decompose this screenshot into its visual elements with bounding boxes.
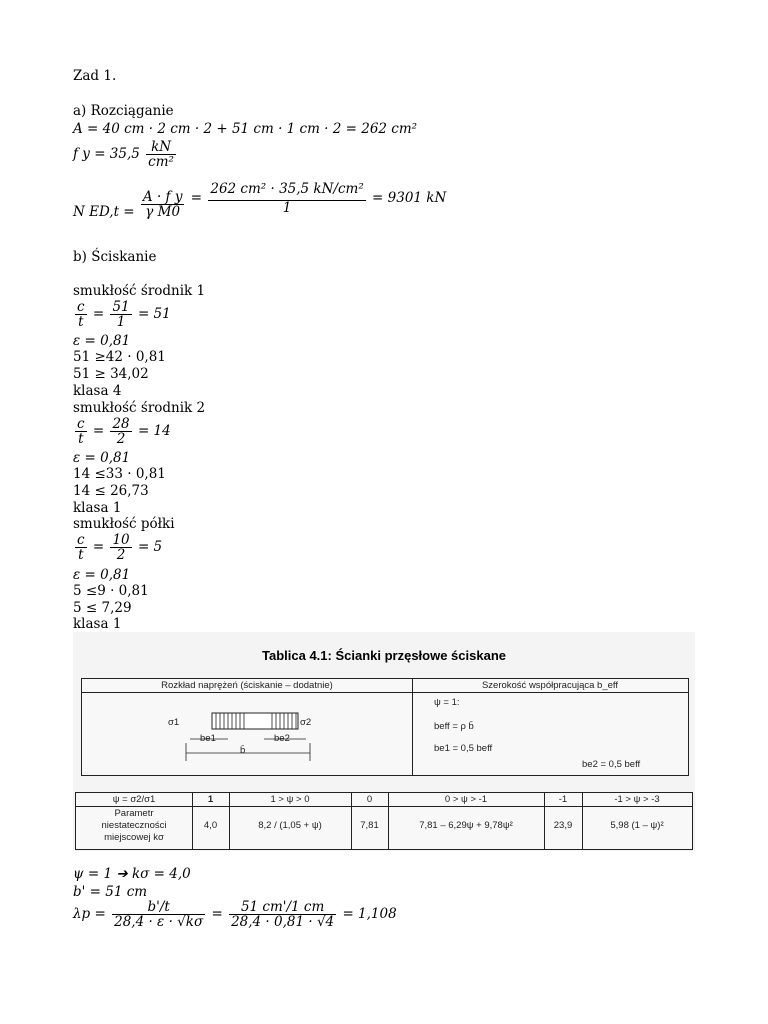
- web1-ct-numerator: 51: [112, 299, 130, 315]
- lambda-equation: λp = $\frac{b'/t}{28,4 \cdot \varepsilon \cdot √k\sigma}$ = $\frac{51 cm'/1 cm}{28,4 \cdot 0,81 \cdot √4}$ = 1,108: [73, 899, 397, 930]
- flange-ct-equation: $\frac{c}{t}$ = $\frac{10}{2}$ = 5: [77, 532, 163, 563]
- heading: Zad 1.: [73, 68, 117, 84]
- row-label-line-3: miejscowej kσ: [104, 832, 164, 843]
- lambda-lhs: λp =: [73, 906, 106, 922]
- fy-numerator: kN: [146, 140, 176, 155]
- lambda-result: = 1,108: [342, 906, 397, 922]
- row-label: [76, 808, 192, 844]
- web1-ct-equation: $\frac{c}{t}$ = $\frac{51}{1}$ = 51: [77, 299, 171, 330]
- fy-fraction: [146, 140, 176, 169]
- stress-distribution-box: [81, 678, 689, 776]
- flange-ct-result: = 5: [137, 539, 163, 555]
- lambda-fraction-1: [112, 900, 205, 929]
- psi-equals-1: ψ = 1:: [434, 697, 460, 708]
- area-equation: A = 40 cm · 2 cm · 2 + 51 cm · 1 cm · 2 = 262 cm²: [73, 121, 418, 137]
- th-psi-range-2: 0 > ψ > -1: [444, 794, 488, 805]
- be2-label: be2: [274, 733, 290, 744]
- th-psi-range-3: -1 > ψ > -3: [614, 794, 660, 805]
- th-psi-1: 1: [207, 794, 214, 805]
- flange-ct-fraction: [110, 533, 131, 562]
- fy-equation: [73, 140, 178, 169]
- lambda-frac2-numerator: 51 cm'/1 cm: [229, 900, 336, 915]
- ned-frac1-numerator: A · f y: [141, 178, 185, 205]
- sigma2-label: σ2: [300, 717, 312, 728]
- ned-frac2-numerator: 262 cm² · 35,5 kN/cm²: [208, 182, 365, 201]
- td-k-0: 7,81: [360, 820, 379, 831]
- be1-equation: be1 = 0,5 beff: [434, 743, 493, 754]
- th-psi: ψ = σ2/σ1: [112, 794, 156, 805]
- web2-ct-numerator: 28: [112, 416, 130, 432]
- web1-ct-lhs: $\frac{c}{t}$: [77, 299, 85, 330]
- web1-class: klasa 4: [73, 383, 122, 399]
- web1-ct-result: = 51: [137, 306, 171, 322]
- web2-ct-result: = 14: [137, 423, 171, 439]
- buckling-factor-table: [75, 792, 693, 850]
- row-label-line-1: Parametr: [114, 808, 154, 819]
- beff-equation: beff = ρ b̄: [434, 721, 474, 732]
- td-k-minus-1: 23,9: [553, 820, 573, 831]
- ned-fraction-1: [141, 178, 185, 219]
- ned-frac1-denominator: γ M0: [145, 204, 181, 220]
- ned-result: = 9301 kN: [372, 190, 447, 206]
- lambda-frac1-numerator: b'/t: [112, 900, 205, 915]
- ned-equation: [73, 178, 446, 219]
- web2-class: klasa 1: [73, 500, 122, 516]
- web1-check-2: 51 ≥ 34,02: [73, 366, 149, 382]
- flange-check-1: 5 ≤9 · 0,81: [73, 583, 149, 599]
- web2-check-2: 14 ≤ 26,73: [73, 483, 149, 499]
- header-effective-width: Szerokość współpracująca b_eff: [481, 680, 619, 691]
- stress-block-diagram: [160, 703, 320, 769]
- web1-check-1: 51 ≥42 · 0,81: [73, 349, 166, 365]
- lambda-frac2-denominator: 28,4 · 0,81 · √4: [231, 914, 335, 930]
- psi-line: ψ = 1 ➔ kσ = 4,0: [73, 866, 191, 882]
- sigma1-label: σ1: [168, 717, 180, 728]
- flange-ct-denominator: 2: [116, 547, 126, 563]
- td-k-range-1: 8,2 / (1,05 + ψ): [258, 820, 322, 831]
- row-label-line-2: niestateczności: [101, 820, 167, 831]
- web1-ct-fraction: [110, 300, 131, 329]
- web2-ct-fraction: [110, 417, 131, 446]
- table-4-1-figure: [73, 632, 695, 851]
- flange-ct-lhs: $\frac{c}{t}$: [77, 532, 85, 563]
- ned-fraction-2: [208, 182, 365, 215]
- fy-lhs: f y = 35,5: [73, 146, 140, 162]
- lambda-frac1-denominator: 28,4 · ε · √kσ: [114, 914, 204, 930]
- flange-epsilon: ε = 0,81: [73, 567, 131, 583]
- lambda-fraction-2: [229, 900, 336, 929]
- web1-epsilon: ε = 0,81: [73, 333, 131, 349]
- b-bar-label: b̄: [240, 745, 246, 756]
- web2-epsilon: ε = 0,81: [73, 450, 131, 466]
- web1-title: smukłość środnik 1: [73, 283, 206, 299]
- web2-title: smukłość środnik 2: [73, 400, 206, 416]
- web1-ct-denominator: 1: [116, 314, 126, 330]
- flange-ct-numerator: 10: [112, 532, 130, 548]
- flange-class: klasa 1: [73, 616, 122, 632]
- part-b-title: b) Ściskanie: [73, 249, 157, 265]
- th-psi-minus-1: -1: [558, 794, 568, 805]
- figure-title: Tablica 4.1: Ścianki przęsłowe ściskane: [262, 648, 506, 663]
- fy-denominator: cm²: [148, 154, 174, 170]
- header-stress-distribution: Rozkład naprężeń (ściskanie – dodatnie): [161, 680, 333, 691]
- ned-frac2-denominator: 1: [282, 200, 292, 216]
- td-k-range-2: 7,81 – 6,29ψ + 9,78ψ²: [419, 820, 513, 831]
- be2-equation: be2 = 0,5 beff: [582, 759, 641, 770]
- flange-check-2: 5 ≤ 7,29: [73, 600, 132, 616]
- bprime-line: b' = 51 cm: [73, 884, 148, 900]
- ned-equals: =: [190, 190, 203, 206]
- flange-title: smukłość półki: [73, 516, 175, 532]
- web2-ct-lhs: $\frac{c}{t}$: [77, 416, 85, 447]
- part-a-title: a) Rozciąganie: [73, 103, 174, 119]
- td-k-1: 4,0: [203, 820, 218, 831]
- th-psi-0: 0: [366, 794, 373, 805]
- ned-lhs: N ED,t =: [73, 204, 135, 220]
- web2-ct-equation: $\frac{c}{t}$ = $\frac{28}{2}$ = 14: [77, 416, 171, 447]
- be1-label: be1: [200, 733, 216, 744]
- th-psi-range-1: 1 > ψ > 0: [270, 794, 310, 805]
- td-k-range-3: 5,98 (1 – ψ)²: [610, 820, 664, 831]
- web2-ct-denominator: 2: [116, 431, 126, 447]
- web2-check-1: 14 ≤33 · 0,81: [73, 466, 166, 482]
